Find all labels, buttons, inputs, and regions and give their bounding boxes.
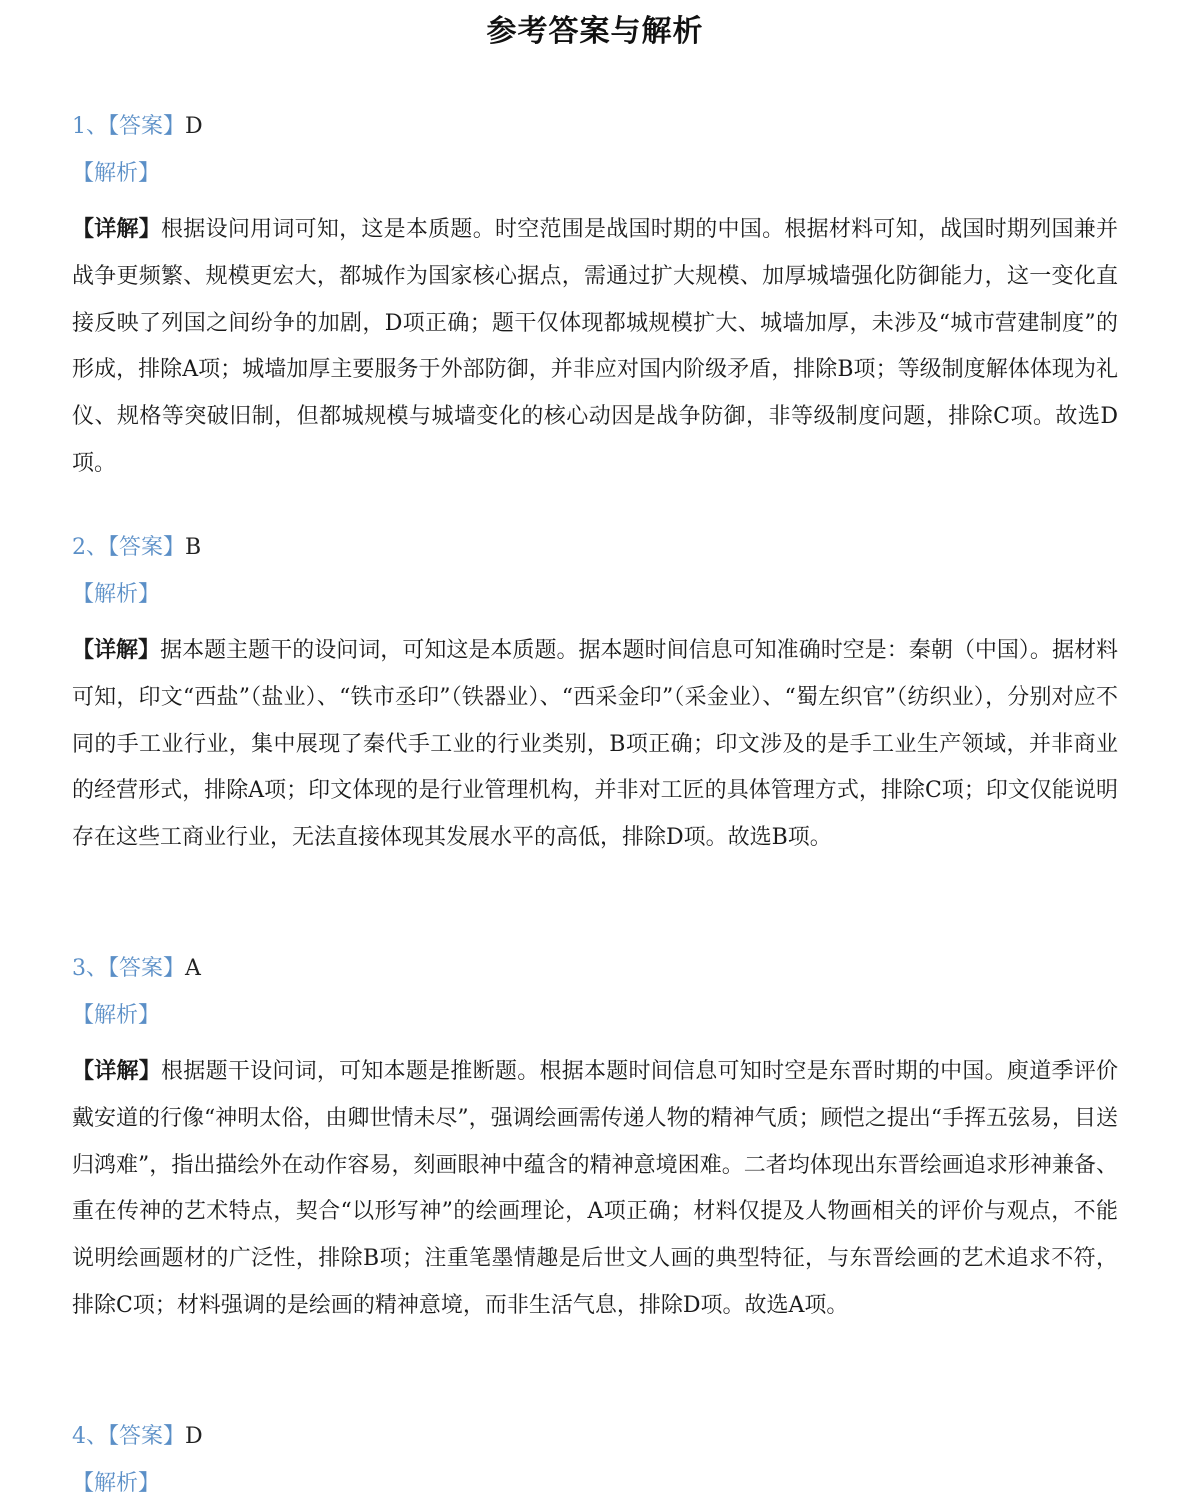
answer-line: [72, 954, 1118, 984]
answer-item-3: [72, 954, 1118, 1330]
answer-tag: 【答案】: [108, 535, 186, 560]
answer-line: [72, 533, 1118, 563]
page-title: 参考答案与解析: [486, 14, 704, 49]
detail-text: 根据设问用词可知，这是本质题。时空范围是战国时期的中国。根据材料可知，战国时期列国兼并战争更频繁、规模更宏大，都城作为国家核心据点，需通过扩大规模、加厚城墙强化防御能力，这一变化直接反映了列国之间纷争的加剧，D项正确；题干仅体现都城规模扩大、城墙加厚，未涉及“城市营建制度”的形成，排除A项；城墙加厚主要服务于外部防御，并非应对国内阶级矛盾，排除B项；等级制度解体体现为礼仪、规格等突破旧制，但都城规模与城墙变化的核心动因是战争防御，非等级制度问题，排除C项。故选D项。: [72, 217, 1118, 476]
detail-text: 据本题主题干的设问词，可知这是本质题。据本题时间信息可知准确时空是：秦朝（中国）。据材料可知，印文“西盐”（盐业）、“铁市丞印”（铁器业）、“西采金印”（采金业）、“蜀左织官”（纺织业），分别对应不同的手工业行业，集中展现了秦代手工业的行业类别，B项正确；印文涉及的是手工业生产领域，并非商业的经营形式，排除A项；印文体现的是行业管理机构，并非对工匠的具体管理方式，排除C项；印文仅能说明存在这些工商业行业，无法直接体现其发展水平的高低，排除D项。故选B项。: [72, 638, 1118, 851]
answer-letter: A: [185, 956, 201, 981]
answer-tag: 【答案】: [108, 114, 186, 139]
answer-item-2: [72, 533, 1118, 862]
answer-item-1: [72, 112, 1118, 488]
answer-line: [72, 1422, 1118, 1452]
question-number: 1、: [72, 114, 108, 139]
analysis-tag: 【解析】: [72, 161, 161, 186]
answer-letter: D: [185, 1424, 203, 1449]
answer-item-4: [72, 1422, 1118, 1499]
answer-tag: 【答案】: [108, 956, 186, 981]
detail-tag: 【详解】: [72, 1058, 162, 1084]
answer-letter: D: [185, 114, 203, 139]
detail-paragraph: [72, 627, 1118, 862]
question-number: 2、: [72, 535, 108, 560]
analysis-tag: 【解析】: [72, 582, 161, 607]
detail-paragraph: [72, 1048, 1118, 1330]
question-number: 3、: [72, 956, 108, 981]
answer-tag: 【答案】: [108, 1424, 186, 1449]
answer-letter: B: [185, 535, 202, 560]
detail-tag: 【详解】: [72, 637, 161, 663]
question-number: 4、: [72, 1424, 108, 1449]
analysis-tag: 【解析】: [72, 1471, 161, 1496]
analysis-tag: 【解析】: [72, 1003, 161, 1028]
answer-line: [72, 112, 1118, 142]
detail-paragraph: [72, 206, 1118, 488]
detail-tag: 【详解】: [72, 216, 162, 242]
detail-text: 根据题干设问词，可知本题是推断题。根据本题时间信息可知时空是东晋时期的中国。庾道季评价戴安道的行像“神明太俗，由卿世情未尽”，强调绘画需传递人物的精神气质；顾恺之提出“手挥五弦易，目送归鸿难”，指出描绘外在动作容易，刻画眼神中蕴含的精神意境困难。二者均体现出东晋绘画追求形神兼备、重在传神的艺术特点，契合“以形写神”的绘画理论，A项正确；材料仅提及人物画相关的评价与观点，不能说明绘画题材的广泛性，排除B项；注重笔墨情趣是后世文人画的典型特征，与东晋绘画的艺术追求不符，排除C项；材料强调的是绘画的精神意境，而非生活气息，排除D项。故选A项。: [72, 1059, 1118, 1318]
